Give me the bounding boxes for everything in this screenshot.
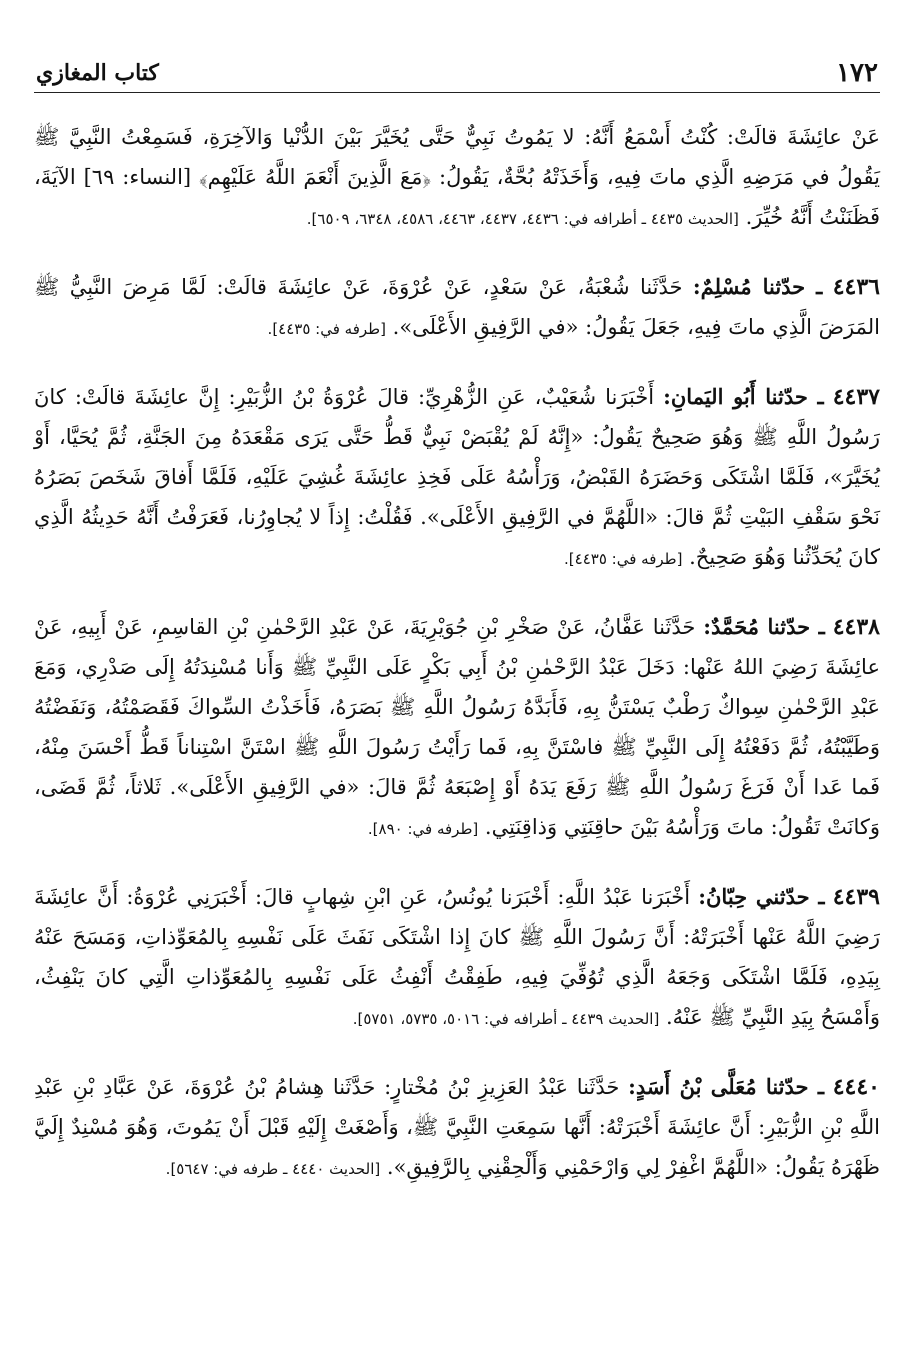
hadith-ref: [طرفه في: ٨٩٠]. xyxy=(367,820,479,838)
hadith-narrator: ـ حدّثني حِبّانُ: xyxy=(698,884,825,909)
hadith-paragraph xyxy=(34,267,880,349)
running-header xyxy=(34,52,880,93)
hadith-paragraph xyxy=(34,377,880,579)
continuation-ref: [الحديث ٤٤٣٥ ـ أطرافه في: ٤٤٣٦، ٤٤٣٧، ٤٤٦٣، ٤٥٨٦، ٦٣٤٨، ٦٥٠٩]. xyxy=(306,210,739,228)
hadith-number: ٤٤٣٧ xyxy=(832,384,880,410)
page-content xyxy=(34,117,880,1189)
hadith-text: حَدَّثَنا عَفَّانُ، عَنْ صَخْرِ بْنِ جُوَيْرِيَةَ، عَنْ عَبْدِ الرَّحْمٰنِ بْنِ القاسِمِ، عَنْ أَبِيهِ، عَنْ عائِشَةَ رَضِيَ اللهُ عَنْها: دَخَلَ عَبْدُ الرَّحْمٰنِ بْنُ أَبِي بَكْرٍ عَلَى النَّبِيِّ ﷺ وَأَنا مُسْنِدَتُهُ إِلَى صَدْرِي، وَمَعَ عَبْدِ الرَّحْمٰنِ سِواكٌ رَطْبٌ يَسْتَنُّ بِهِ، فَأَبَدَّهُ رَسُولُ اللَّهِ ﷺ بَصَرَهُ، فَأَخَذْتُ السِّواكَ فَقَصَمْتُهُ، وَنَفَضْتُهُ وَطَيَّبْتُهُ، ثُمَّ دَفَعْتُهُ إِلَى النَّبِيِّ ﷺ فاسْتَنَّ بِهِ، فَما رَأَيْتُ رَسُولَ اللَّهِ ﷺ اسْتَنَّ اسْتِناناً قَطُّ أَحْسَنَ مِنْهُ، فَما عَدا أَنْ فَرَغَ رَسُولُ اللَّهِ ﷺ رَفَعَ يَدَهُ أَوْ إِصْبَعَهُ ثُمَّ قالَ: «في الرَّفِيقِ الأَعْلَى». ثَلاثاً، ثُمَّ قَضَى، وَكانَتْ تَقُولُ: ماتَ وَرَأْسُهُ بَيْنَ حاقِنَتِي وَذاقِنَتِي. xyxy=(34,615,880,839)
hadith-4436 xyxy=(34,267,880,349)
book-title: كتاب المغازي xyxy=(36,60,159,86)
hadith-ref: [طرفه في: ٤٤٣٥]. xyxy=(564,550,683,568)
hadith-text: حَدَّثَنا عَبْدُ العَزِيزِ بْنُ مُخْتارٍ: حَدَّثَنا هِشامُ بْنُ عُرْوَةَ، عَنْ عَبَّادِ بْنِ عَبْدِ اللَّهِ بْنِ الزُّبَيْرِ: أَنَّ عائِشَةَ أَخْبَرَتْهُ: أَنَّها سَمِعَتِ النَّبِيَّ ﷺ، وَأَصْغَتْ إِلَيْهِ قَبْلَ أَنْ يَمُوتَ، وَهُوَ مُسْنِدٌ إِلَيَّ ظَهْرَهُ يَقُولُ: «اللَّهُمَّ اغْفِرْ لِي وَارْحَمْنِي وَأَلْحِقْنِي بِالرَّفِيقِ». xyxy=(34,1075,880,1179)
hadith-paragraph xyxy=(34,1067,880,1189)
hadith-4440 xyxy=(34,1067,880,1189)
hadith-narrator: ـ حدّثنا مُعَلَّى بْنُ أَسَدٍ: xyxy=(628,1074,825,1099)
hadith-narrator: ـ حدّثنا أَبُو اليَمانِ: xyxy=(663,384,824,409)
hadith-number: ٤٤٣٨ xyxy=(832,614,880,640)
hadith-paragraph xyxy=(34,607,880,849)
page-number: ١٧٢ xyxy=(836,58,878,88)
hadith-ref: [الحديث ٤٤٣٩ ـ أطرافه في: ٥٠١٦، ٥٧٣٥، ٥٧٥١]. xyxy=(352,1010,660,1028)
hadith-number: ٤٤٣٦ xyxy=(832,274,880,300)
hadith-text: أَخْبَرَنا شُعَيْبٌ، عَنِ الزُّهْرِيِّ: قالَ عُرْوَةُ بْنُ الزُّبَيْرِ: إِنَّ عائِشَةَ قالَتْ: كانَ رَسُولُ اللَّهِ ﷺ وَهُوَ صَحِيحٌ يَقُولُ: «إِنَّهُ لَمْ يُقْبَضْ نَبِيٌّ قَطُّ حَتَّى يَرَى مَقْعَدَهُ مِنَ الجَنَّةِ، ثُمَّ يُحَيَّا، أَوْ يُخَيَّرَ»، فَلَمَّا اشْتَكَى وَحَضَرَهُ القَبْضُ، وَرَأْسُهُ عَلَى فَخِذِ عائِشَةَ غُشِيَ عَلَيْهِ، فَلَمَّا أَفاقَ شَخَصَ بَصَرُهُ نَحْوَ سَقْفِ البَيْتِ ثُمَّ قالَ: «اللَّهُمَّ في الرَّفِيقِ الأَعْلَى». فَقُلْتُ: إِذاً لا يُجاوِرُنا، فَعَرَفْتُ أَنَّهُ حَدِيثُهُ الَّذِي كانَ يُحَدِّثُنا وَهُوَ صَحِيحٌ. xyxy=(34,385,880,569)
hadith-number: ٤٤٣٩ xyxy=(832,884,880,910)
continuation-text: عَنْ عائِشَةَ قالَتْ: كُنْتُ أَسْمَعُ أَنَّهُ: لا يَمُوتُ نَبِيٌّ حَتَّى يُخَيَّرَ بَيْنَ الدُّنْيا وَالآخِرَةِ، فَسَمِعْتُ النَّبِيَّ ﷺ يَقُولُ في مَرَضِهِ الَّذِي ماتَ فِيهِ، وَأَخَذَتْهُ بُحَّةٌ، يَقُولُ: ﴿مَعَ الَّذِينَ أَنْعَمَ اللَّهُ عَلَيْهِم﴾ [النساء: ٦٩] الآيَةَ، فَظَنَنْتُ أَنَّهُ خُيِّرَ. xyxy=(34,125,880,229)
hadith-4439 xyxy=(34,877,880,1039)
hadith-text: أَخْبَرَنا عَبْدُ اللَّهِ: أَخْبَرَنا يُونُسُ، عَنِ ابْنِ شِهابٍ قالَ: أَخْبَرَنِي عُرْوَةُ: أَنَّ عائِشَةَ رَضِيَ اللَّهُ عَنْها أَخْبَرَتْهُ: أَنَّ رَسُولَ اللَّهِ ﷺ كانَ إِذا اشْتَكَى نَفَثَ عَلَى نَفْسِهِ بِالمُعَوِّذاتِ، وَمَسَحَ عَنْهُ بِيَدِهِ، فَلَمَّا اشْتَكَى وَجَعَهُ الَّذِي تُوُفِّيَ فِيهِ، طَفِقْتُ أَنْفِثُ عَلَى نَفْسِهِ بِالمُعَوِّذاتِ الَّتِي كانَ يَنْفِثُ، وَأَمْسَحُ بِيَدِ النَّبِيِّ ﷺ عَنْهُ. xyxy=(34,885,880,1029)
book-page xyxy=(34,52,880,1189)
hadith-narrator: ـ حدّثنا مُسْلِمٌ: xyxy=(692,274,823,299)
hadith-text: حَدَّثَنا شُعْبَةُ، عَنْ سَعْدٍ، عَنْ عُرْوَةَ، عَنْ عائِشَةَ قالَتْ: لَمَّا مَرِضَ النَّبِيُّ ﷺ المَرَضَ الَّذِي ماتَ فِيهِ، جَعَلَ يَقُولُ: «في الرَّفِيقِ الأَعْلَى». xyxy=(34,275,880,339)
hadith-4437 xyxy=(34,377,880,579)
hadith-ref: [طرفه في: ٤٤٣٥]. xyxy=(267,320,386,338)
hadith-paragraph xyxy=(34,877,880,1039)
continuation-paragraph xyxy=(34,117,880,239)
hadith-number: ٤٤٤٠ xyxy=(832,1074,880,1100)
hadith-narrator: ـ حدّثنا مُحَمَّدٌ: xyxy=(703,614,825,639)
hadith-4438 xyxy=(34,607,880,849)
hadith-ref: [الحديث ٤٤٤٠ ـ طرفه في: ٥٦٤٧]. xyxy=(165,1160,381,1178)
